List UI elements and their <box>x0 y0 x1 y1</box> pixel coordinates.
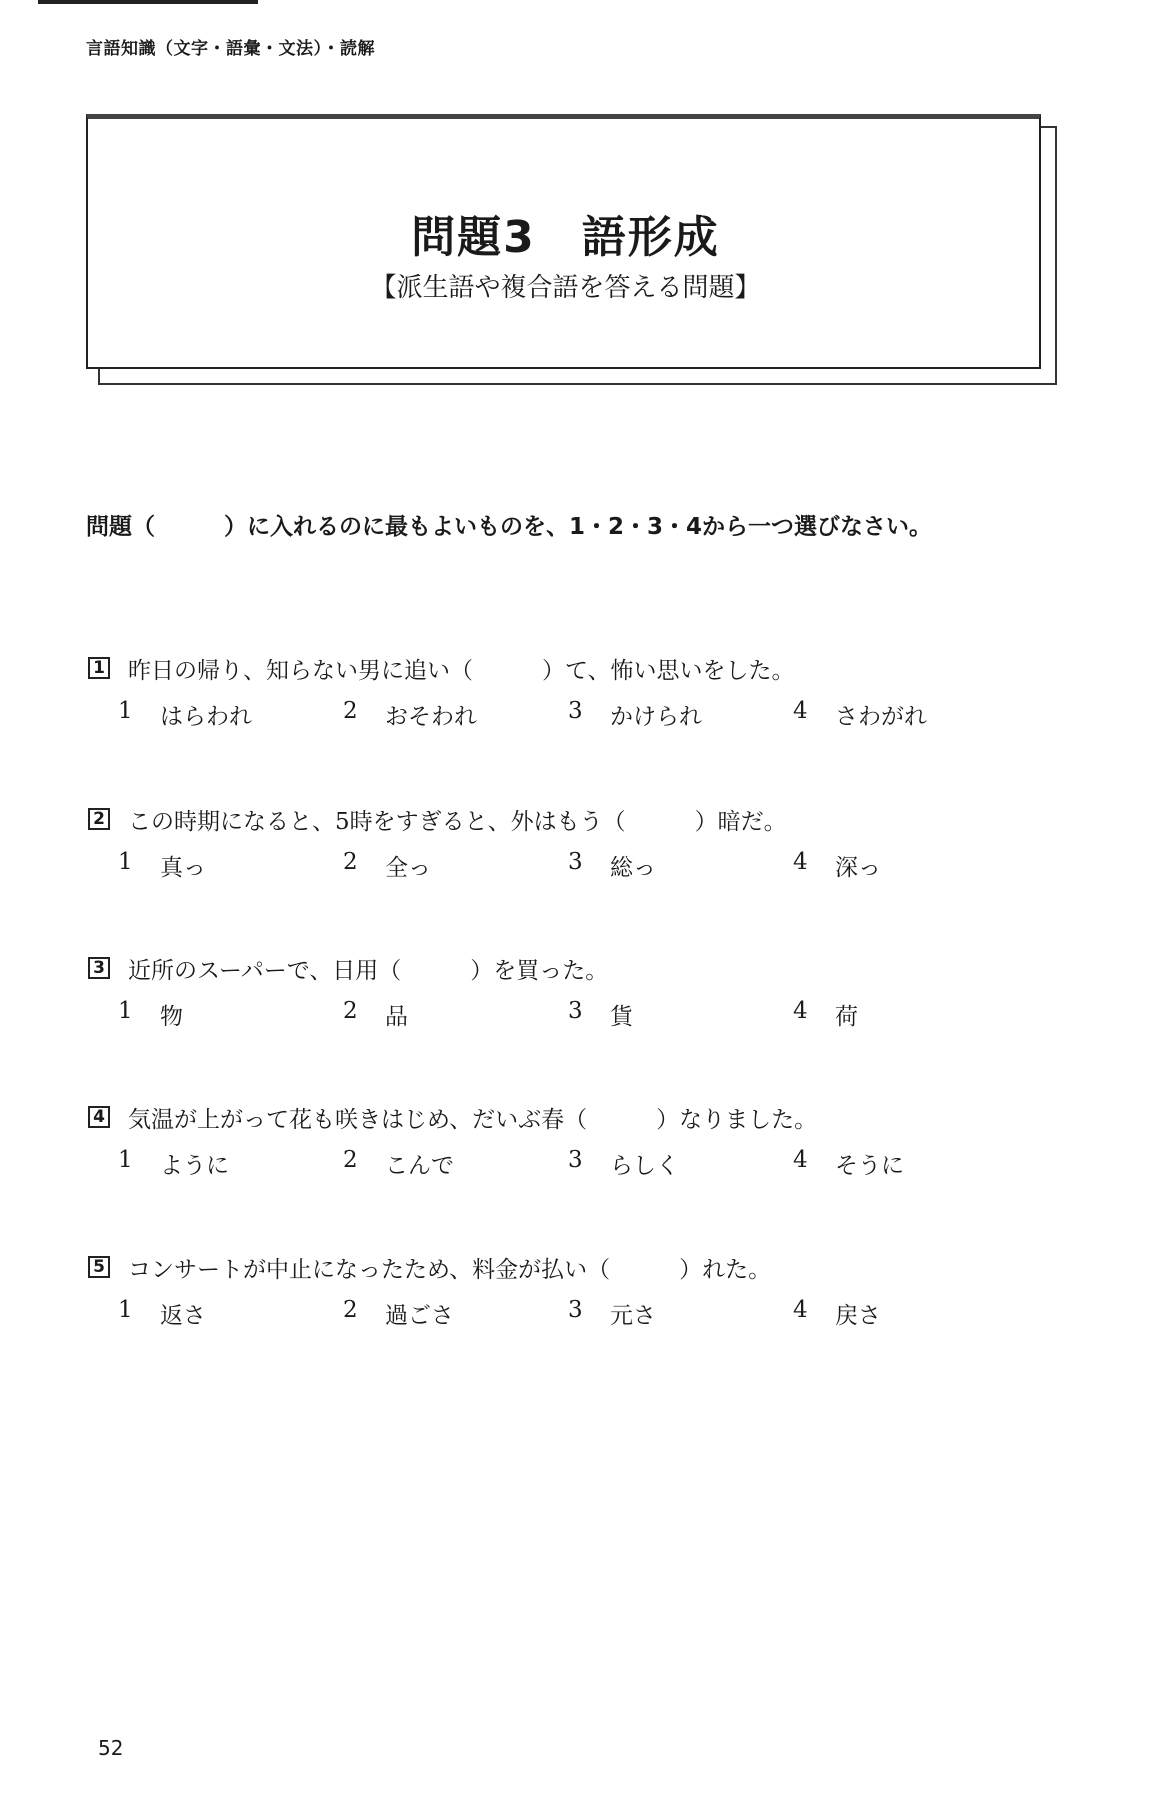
answer-option-2[interactable] <box>343 1147 568 1180</box>
section-subtitle: 【派生語や複合語を答える問題】 <box>370 273 761 303</box>
answer-option-1[interactable] <box>118 1297 343 1330</box>
question-stem: この時期になると、5時をすぎると、外はもう（ ）暗だ。 <box>128 808 787 835</box>
answer-options <box>118 1147 1088 1180</box>
option-number: 1 <box>118 1297 133 1323</box>
answer-option-2[interactable] <box>343 1297 568 1330</box>
question-number-box: 1 <box>88 657 110 679</box>
option-number: 2 <box>343 998 358 1024</box>
title-box-front <box>86 114 1041 369</box>
option-number: 4 <box>793 849 808 875</box>
answer-option-3[interactable] <box>568 1297 793 1330</box>
option-number: 1 <box>118 698 133 724</box>
answer-options <box>118 1297 1088 1330</box>
option-number: 4 <box>793 698 808 724</box>
question-stem-row <box>88 801 1088 837</box>
question-number-box: 4 <box>88 1106 110 1128</box>
option-number: 1 <box>118 998 133 1024</box>
question-number-box: 2 <box>88 808 110 830</box>
option-number: 4 <box>793 1297 808 1323</box>
option-text: らしく <box>610 1153 679 1179</box>
option-number: 4 <box>793 998 808 1024</box>
option-text: かけられ <box>610 704 702 730</box>
option-number: 2 <box>343 1147 358 1173</box>
question-5 <box>88 1249 1088 1330</box>
answer-option-3[interactable] <box>568 1147 793 1180</box>
answer-option-3[interactable] <box>568 698 793 731</box>
option-number: 2 <box>343 698 358 724</box>
section-title: 問題3 語形成 <box>411 212 720 263</box>
answer-option-4[interactable] <box>793 1297 1018 1330</box>
answer-option-4[interactable] <box>793 1147 1018 1180</box>
answer-options <box>118 998 1088 1031</box>
question-stem: 昨日の帰り、知らない男に追い（ ）て、怖い思いをした。 <box>128 657 795 684</box>
option-text: 貨 <box>610 1004 633 1030</box>
option-text: 物 <box>160 1004 183 1030</box>
question-stem-row <box>88 1249 1088 1285</box>
running-header: 言語知識（文字・語彙・文法）・読解 <box>86 39 375 59</box>
question-stem-row <box>88 650 1088 686</box>
top-rule <box>38 0 258 4</box>
question-2 <box>88 801 1088 882</box>
option-text: 返さ <box>160 1303 206 1329</box>
option-text: おそわれ <box>385 704 477 730</box>
option-number: 4 <box>793 1147 808 1173</box>
question-number-box: 5 <box>88 1256 110 1278</box>
answer-option-4[interactable] <box>793 849 1018 882</box>
page-number: 52 <box>98 1736 124 1760</box>
option-text: 深っ <box>835 855 881 881</box>
question-3 <box>88 950 1088 1031</box>
answer-option-2[interactable] <box>343 849 568 882</box>
answer-option-1[interactable] <box>118 1147 343 1180</box>
option-text: そうに <box>835 1153 904 1179</box>
question-number-box: 3 <box>88 957 110 979</box>
answer-option-1[interactable] <box>118 998 343 1031</box>
question-4 <box>88 1099 1088 1180</box>
question-stem: コンサートが中止になったため、料金が払い（ ）れた。 <box>128 1256 772 1283</box>
question-stem-row <box>88 950 1088 986</box>
option-text: 全っ <box>385 855 431 881</box>
answer-options <box>118 849 1088 882</box>
option-text: 総っ <box>610 855 656 881</box>
option-text: 過ごさ <box>385 1303 454 1329</box>
question-stem: 気温が上がって花も咲きはじめ、だいぶ春（ ）なりました。 <box>128 1106 818 1133</box>
option-number: 3 <box>568 1297 583 1323</box>
option-number: 3 <box>568 1147 583 1173</box>
option-number: 1 <box>118 1147 133 1173</box>
option-text: さわがれ <box>835 704 927 730</box>
section-title-box <box>86 114 1054 382</box>
option-text: 荷 <box>835 1004 858 1030</box>
answer-option-1[interactable] <box>118 849 343 882</box>
answer-option-4[interactable] <box>793 998 1018 1031</box>
option-text: 戻さ <box>835 1303 881 1329</box>
option-number: 2 <box>343 849 358 875</box>
answer-options <box>118 698 1088 731</box>
option-number: 3 <box>568 698 583 724</box>
question-stem: 近所のスーパーで、日用（ ）を買った。 <box>128 957 609 984</box>
option-text: はらわれ <box>160 704 252 730</box>
answer-option-4[interactable] <box>793 698 1018 731</box>
option-number: 2 <box>343 1297 358 1323</box>
question-stem-row <box>88 1099 1088 1135</box>
question-1 <box>88 650 1088 731</box>
answer-option-3[interactable] <box>568 998 793 1031</box>
option-number: 3 <box>568 849 583 875</box>
option-text: こんで <box>385 1153 454 1179</box>
instruction-text: 問題（ ）に入れるのに最もよいものを、1・2・3・4から一つ選びなさい。 <box>86 514 933 540</box>
option-text: ように <box>160 1153 229 1179</box>
answer-option-3[interactable] <box>568 849 793 882</box>
option-number: 1 <box>118 849 133 875</box>
option-number: 3 <box>568 998 583 1024</box>
option-text: 元さ <box>610 1303 656 1329</box>
answer-option-2[interactable] <box>343 998 568 1031</box>
option-text: 品 <box>385 1004 408 1030</box>
option-text: 真っ <box>160 855 206 881</box>
answer-option-1[interactable] <box>118 698 343 731</box>
answer-option-2[interactable] <box>343 698 568 731</box>
